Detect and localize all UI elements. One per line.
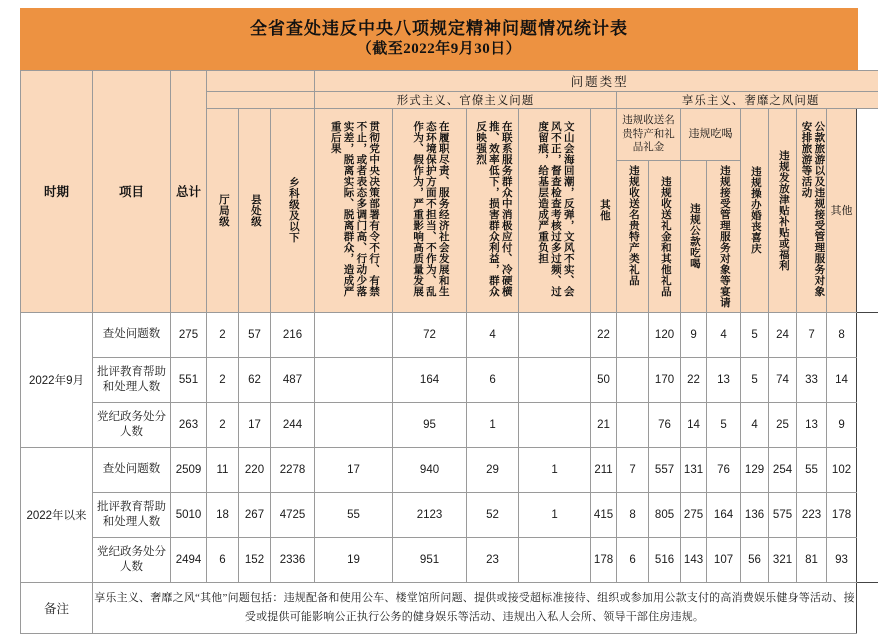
title-banner — [20, 8, 858, 70]
header-level-xiang: 乡科级及以下 — [271, 109, 315, 313]
cell-hedonism-other: 102 — [827, 447, 857, 492]
cell-formalism-4 — [519, 312, 591, 357]
cell-formalism-1 — [315, 312, 393, 357]
row-item-label: 党纪政务处分人数 — [93, 537, 171, 582]
row-period-label: 2022年9月 — [21, 312, 93, 447]
cell-allowance: 24 — [769, 312, 797, 357]
cell-ting: 2 — [207, 312, 239, 357]
cell-allowance: 575 — [769, 492, 797, 537]
cell-formalism-4: 1 — [519, 492, 591, 537]
row-item-label: 批评教育帮助和处理人数 — [93, 357, 171, 402]
cell-eat-1: 14 — [681, 402, 707, 447]
cell-allowance: 74 — [769, 357, 797, 402]
cell-xiang: 487 — [271, 357, 315, 402]
page-subtitle: （截至2022年9月30日） — [356, 41, 522, 58]
cell-travel: 33 — [797, 357, 827, 402]
cell-formalism-4 — [519, 537, 591, 582]
cell-gift-2: 516 — [649, 537, 681, 582]
cell-gift-1 — [617, 402, 649, 447]
cell-total: 2494 — [171, 537, 207, 582]
cell-formalism-2: 95 — [393, 402, 467, 447]
cell-allowance: 25 — [769, 402, 797, 447]
header-hedonism-wedding: 违规操办婚丧喜庆 — [741, 109, 769, 313]
header-eat-sub-1: 违规公款吃喝 — [681, 160, 707, 312]
cell-travel: 7 — [797, 312, 827, 357]
cell-gift-1: 7 — [617, 447, 649, 492]
cell-xian: 152 — [239, 537, 271, 582]
header-level-group-spacer2 — [207, 92, 315, 109]
cell-eat-2: 4 — [707, 312, 741, 357]
cell-eat-1: 275 — [681, 492, 707, 537]
header-hedonism-other: 其他 — [827, 109, 857, 313]
note-row — [21, 582, 878, 633]
cell-hedonism-other: 178 — [827, 492, 857, 537]
cell-xiang: 2336 — [271, 537, 315, 582]
cell-gift-1: 8 — [617, 492, 649, 537]
cell-xiang: 4725 — [271, 492, 315, 537]
header-level-ting: 厅局级 — [207, 109, 239, 313]
header-total: 总计 — [171, 71, 207, 313]
cell-formalism-3: 23 — [467, 537, 519, 582]
header-row-problem-type — [21, 71, 878, 92]
cell-wedding: 129 — [741, 447, 769, 492]
header-problem-type: 问题类型 — [315, 71, 878, 92]
cell-formalism-other: 211 — [591, 447, 617, 492]
cell-eat-2: 76 — [707, 447, 741, 492]
cell-wedding: 5 — [741, 312, 769, 357]
cell-formalism-2: 951 — [393, 537, 467, 582]
header-hedonism-eat-group: 违规吃喝 — [681, 109, 741, 161]
cell-gift-2: 557 — [649, 447, 681, 492]
statistics-table — [20, 70, 878, 634]
cell-travel: 55 — [797, 447, 827, 492]
cell-formalism-3: 6 — [467, 357, 519, 402]
header-level-group-spacer — [207, 71, 315, 92]
cell-formalism-1: 55 — [315, 492, 393, 537]
cell-total: 551 — [171, 357, 207, 402]
row-period-label: 2022年以来 — [21, 447, 93, 582]
cell-gift-2: 76 — [649, 402, 681, 447]
cell-total: 275 — [171, 312, 207, 357]
cell-formalism-2: 2123 — [393, 492, 467, 537]
cell-ting: 2 — [207, 357, 239, 402]
header-formalism-col-1: 贯彻党中央决策部署有令不行、有禁不止，或者表态多调门高、行动少落实差，脱离实际、脱离群众，造成严重后果 — [315, 109, 393, 313]
cell-xian: 17 — [239, 402, 271, 447]
cell-eat-2: 5 — [707, 402, 741, 447]
cell-formalism-4 — [519, 402, 591, 447]
cell-eat-1: 131 — [681, 447, 707, 492]
cell-wedding: 4 — [741, 402, 769, 447]
cell-travel: 81 — [797, 537, 827, 582]
cell-formalism-1: 19 — [315, 537, 393, 582]
page-title: 全省查处违反中央八项规定精神问题情况统计表 — [250, 19, 628, 39]
cell-hedonism-other: 93 — [827, 537, 857, 582]
cell-formalism-other: 22 — [591, 312, 617, 357]
cell-formalism-4: 1 — [519, 447, 591, 492]
cell-formalism-2: 164 — [393, 357, 467, 402]
cell-total: 5010 — [171, 492, 207, 537]
cell-ting: 11 — [207, 447, 239, 492]
cell-formalism-1 — [315, 357, 393, 402]
cell-total: 263 — [171, 402, 207, 447]
cell-formalism-other: 415 — [591, 492, 617, 537]
cell-wedding: 136 — [741, 492, 769, 537]
header-period: 时期 — [21, 71, 93, 313]
cell-formalism-3: 4 — [467, 312, 519, 357]
header-formalism-col-4: 文山会海回潮，反弹，文风不实、会风不正，督查检查考核过多过频、过度留痕，给基层造成严重负担 — [519, 109, 591, 313]
cell-xian: 220 — [239, 447, 271, 492]
cell-eat-2: 13 — [707, 357, 741, 402]
cell-allowance: 321 — [769, 537, 797, 582]
cell-hedonism-other: 14 — [827, 357, 857, 402]
table-row — [21, 312, 878, 357]
cell-xian: 57 — [239, 312, 271, 357]
cell-eat-2: 107 — [707, 537, 741, 582]
cell-formalism-other: 21 — [591, 402, 617, 447]
cell-xian: 62 — [239, 357, 271, 402]
cell-ting: 18 — [207, 492, 239, 537]
cell-xiang: 244 — [271, 402, 315, 447]
cell-travel: 13 — [797, 402, 827, 447]
table-row — [21, 492, 878, 537]
cell-gift-1: 6 — [617, 537, 649, 582]
cell-hedonism-other: 9 — [827, 402, 857, 447]
cell-formalism-other: 50 — [591, 357, 617, 402]
cell-eat-1: 9 — [681, 312, 707, 357]
cell-xiang: 2278 — [271, 447, 315, 492]
header-formalism-col-3: 在联系服务群众中消极应付、冷硬横推、效率低下，损害群众利益，群众反映强烈 — [467, 109, 519, 313]
cell-formalism-1 — [315, 402, 393, 447]
table-row — [21, 447, 878, 492]
cell-eat-1: 22 — [681, 357, 707, 402]
cell-formalism-3: 52 — [467, 492, 519, 537]
header-gift-sub-2: 违规收送礼金和其他礼品 — [649, 160, 681, 312]
note-label: 备注 — [21, 582, 93, 633]
row-item-label: 批评教育帮助和处理人数 — [93, 492, 171, 537]
cell-formalism-3: 1 — [467, 402, 519, 447]
cell-gift-1 — [617, 357, 649, 402]
cell-formalism-3: 29 — [467, 447, 519, 492]
cell-xiang: 216 — [271, 312, 315, 357]
header-hedonism-gift-group: 违规收送名贵特产和礼品礼金 — [617, 109, 681, 161]
table-row — [21, 357, 878, 402]
cell-travel: 223 — [797, 492, 827, 537]
row-item-label: 查处问题数 — [93, 447, 171, 492]
cell-hedonism-other: 8 — [827, 312, 857, 357]
table-row — [21, 537, 878, 582]
cell-formalism-2: 940 — [393, 447, 467, 492]
cell-wedding: 5 — [741, 357, 769, 402]
cell-wedding: 56 — [741, 537, 769, 582]
header-formalism-col-2: 在履职尽责、服务经济社会发展和生态环境保护方面不担当、不作为、乱作为、假作为，严重影响高质量发展 — [393, 109, 467, 313]
cell-total: 2509 — [171, 447, 207, 492]
cell-gift-2: 120 — [649, 312, 681, 357]
header-group-hedonism: 享乐主义、奢靡之风问题 — [617, 92, 878, 109]
row-item-label: 党纪政务处分人数 — [93, 402, 171, 447]
header-hedonism-allowance: 违规发放津贴补贴或福利 — [769, 109, 797, 313]
cell-gift-2: 805 — [649, 492, 681, 537]
cell-xian: 267 — [239, 492, 271, 537]
cell-gift-2: 170 — [649, 357, 681, 402]
row-item-label: 查处问题数 — [93, 312, 171, 357]
cell-gift-1 — [617, 312, 649, 357]
header-level-xian: 县处级 — [239, 109, 271, 313]
header-formalism-col-other: 其他 — [591, 109, 617, 313]
header-eat-sub-2: 违规接受管理服务对象等宴请 — [707, 160, 741, 312]
table-row — [21, 402, 878, 447]
header-group-formalism: 形式主义、官僚主义问题 — [315, 92, 617, 109]
cell-ting: 2 — [207, 402, 239, 447]
cell-formalism-4 — [519, 357, 591, 402]
header-project: 项目 — [93, 71, 171, 313]
cell-allowance: 254 — [769, 447, 797, 492]
cell-ting: 6 — [207, 537, 239, 582]
header-gift-sub-1: 违规收送名贵特产类礼品 — [617, 160, 649, 312]
cell-formalism-2: 72 — [393, 312, 467, 357]
cell-eat-1: 143 — [681, 537, 707, 582]
cell-formalism-1: 17 — [315, 447, 393, 492]
header-hedonism-travel: 公款旅游以及违规接受管理服务对象安排旅游等活动 — [797, 109, 827, 313]
cell-formalism-other: 178 — [591, 537, 617, 582]
cell-eat-2: 164 — [707, 492, 741, 537]
note-text: 享乐主义、奢靡之风“其他”问题包括：违规配备和使用公车、楼堂馆所问题、提供或接受超标准接待、组织或参加用公款支付的高消费娱乐健身等活动、接受或提供可能影响公正执行公务的健身娱乐等活动、违规出入私人会所、领导干部住房违规。 — [93, 582, 857, 633]
